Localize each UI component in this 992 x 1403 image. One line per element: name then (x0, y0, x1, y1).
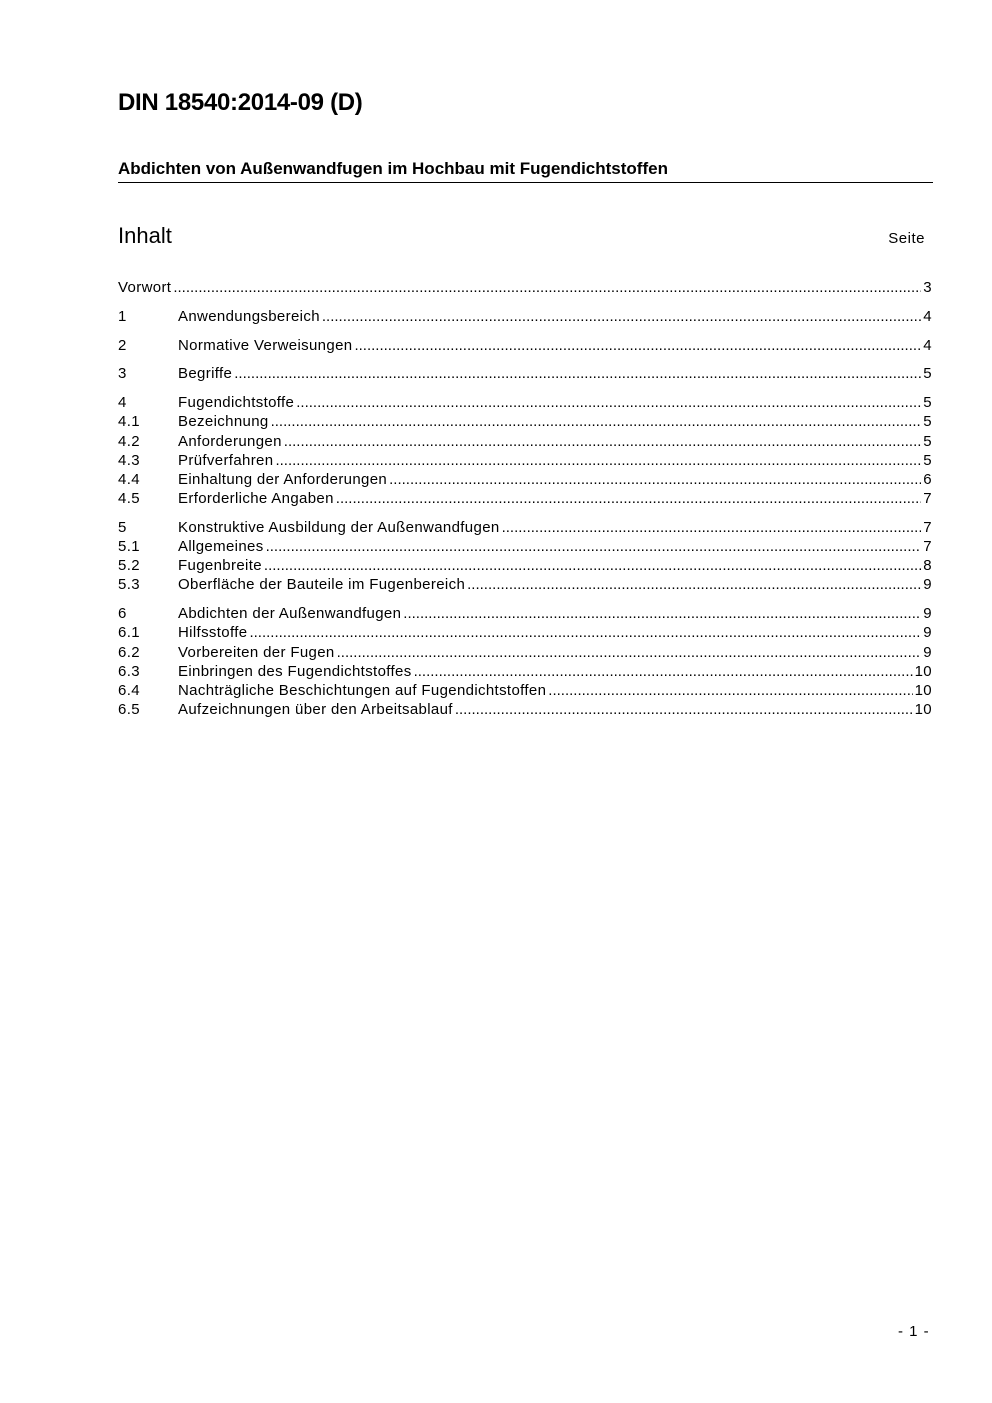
toc-leader-dots (389, 470, 921, 489)
toc-leader-dots (173, 278, 921, 297)
toc-entry-text: Nachträgliche Beschichtungen auf Fugendichtstoffen (178, 681, 547, 699)
toc-entry-number: 5.1 (118, 538, 140, 556)
toc-heading: Inhalt (118, 223, 172, 248)
toc-leader-dots (296, 393, 921, 412)
toc-leader-dots (234, 364, 921, 383)
toc-entry-page: 9 (923, 643, 932, 661)
toc-leader-dots (502, 518, 922, 537)
toc-entry-text: Abdichten der Außenwandfugen (178, 605, 402, 623)
toc-entry[interactable] (118, 470, 932, 489)
toc-leader-dots (403, 604, 921, 623)
toc-entry[interactable] (118, 537, 932, 556)
toc-entry-number: 6.5 (118, 701, 140, 719)
toc-entry-text: Prüfverfahren (178, 451, 274, 469)
toc-entry-page: 9 (923, 605, 932, 623)
toc-entry-page: 10 (914, 701, 932, 719)
toc-entry-text: Fugendichtstoffe (178, 394, 295, 412)
toc-entry-text: Vorwort (118, 279, 172, 296)
toc-entry-number: 4.4 (118, 470, 140, 488)
toc-entry-page: 9 (923, 624, 932, 642)
toc-entry[interactable] (118, 643, 932, 662)
table-of-contents (118, 278, 932, 719)
toc-entry-text: Bezeichnung (178, 413, 269, 431)
toc-entry-page: 7 (923, 490, 932, 508)
toc-entry[interactable] (118, 451, 932, 470)
toc-entry-text: Hilfsstoffe (178, 624, 248, 642)
toc-entry[interactable] (118, 662, 932, 681)
toc-leader-dots (354, 336, 921, 355)
toc-entry[interactable] (118, 393, 932, 412)
toc-entry-text: Anwendungsbereich (178, 307, 320, 325)
toc-entry-number: 5.2 (118, 557, 140, 575)
toc-entry-text: Konstruktive Ausbildung der Außenwandfugen (178, 518, 500, 536)
toc-leader-dots (337, 643, 922, 662)
document-title: DIN 18540:2014-09 (D) (118, 89, 363, 116)
toc-entry-text: Oberfläche der Bauteile im Fugenbereich (178, 576, 466, 594)
toc-entry-number: 2 (118, 336, 127, 354)
toc-entry-page: 10 (914, 662, 932, 680)
toc-entry-number: 4 (118, 394, 127, 412)
toc-entry[interactable] (118, 364, 932, 383)
toc-leader-dots (455, 700, 913, 719)
toc-leader-dots (266, 537, 922, 556)
toc-entry-page: 5 (923, 413, 932, 431)
toc-entry-number: 5.3 (118, 576, 140, 594)
toc-entry-number: 6.3 (118, 662, 140, 680)
toc-entry-number: 6 (118, 605, 127, 623)
toc-entry-text: Vorbereiten der Fugen (178, 643, 335, 661)
toc-entry-text: Fugenbreite (178, 557, 262, 575)
toc-leader-dots (249, 623, 921, 642)
toc-entry[interactable] (118, 278, 932, 297)
toc-entry[interactable] (118, 700, 932, 719)
toc-entry[interactable] (118, 604, 932, 623)
toc-entry-text: Normative Verweisungen (178, 336, 353, 354)
toc-leader-dots (548, 681, 912, 700)
toc-entry-text: Einhaltung der Anforderungen (178, 470, 388, 488)
toc-entry[interactable] (118, 556, 932, 575)
toc-entry-text: Allgemeines (178, 538, 264, 556)
toc-entry-text: Anforderungen (178, 432, 282, 450)
toc-page-column-label: Seite (888, 230, 925, 247)
toc-entry-number: 4.5 (118, 490, 140, 508)
toc-entry[interactable] (118, 681, 932, 700)
toc-entry-number: 1 (118, 307, 127, 325)
toc-entry-text: Einbringen des Fugendichtstoffes (178, 662, 412, 680)
toc-entry[interactable] (118, 489, 932, 508)
toc-entry-page: 9 (923, 576, 932, 594)
toc-entry-page: 5 (923, 365, 932, 383)
toc-leader-dots (467, 575, 921, 594)
toc-entry-number: 6.4 (118, 681, 140, 699)
toc-entry-text: Begriffe (178, 365, 233, 383)
toc-entry-number: 5 (118, 518, 127, 536)
toc-entry-number: 3 (118, 365, 127, 383)
toc-leader-dots (271, 412, 922, 431)
toc-entry[interactable] (118, 432, 932, 451)
toc-entry-page: 3 (923, 279, 932, 296)
toc-entry-page: 8 (923, 557, 932, 575)
toc-entry-text: Erforderliche Angaben (178, 490, 334, 508)
page-number: - 1 - (898, 1323, 930, 1340)
toc-entry-text: Aufzeichnungen über den Arbeitsablauf (178, 701, 453, 719)
toc-entry-number: 6.2 (118, 643, 140, 661)
toc-entry-page: 6 (923, 470, 932, 488)
toc-entry-number: 4.2 (118, 432, 140, 450)
toc-leader-dots (284, 432, 922, 451)
toc-entry-page: 7 (923, 538, 932, 556)
toc-entry[interactable] (118, 518, 932, 537)
toc-entry[interactable] (118, 336, 932, 355)
toc-entry-number: 4.1 (118, 413, 140, 431)
toc-entry-page: 5 (923, 451, 932, 469)
toc-leader-dots (414, 662, 913, 681)
toc-entry-page: 4 (923, 307, 932, 325)
toc-entry-page: 10 (914, 681, 932, 699)
toc-entry-page: 5 (923, 432, 932, 450)
toc-entry[interactable] (118, 575, 932, 594)
toc-entry[interactable] (118, 412, 932, 431)
toc-leader-dots (264, 556, 921, 575)
document-subtitle: Abdichten von Außenwandfugen im Hochbau mit Fugendichtstoffen (118, 159, 933, 183)
toc-entry-page: 5 (923, 394, 932, 412)
toc-entry-number: 6.1 (118, 624, 140, 642)
toc-entry-page: 7 (923, 518, 932, 536)
toc-entry[interactable] (118, 623, 932, 642)
toc-entry-number: 4.3 (118, 451, 140, 469)
toc-leader-dots (336, 489, 922, 508)
toc-entry-page: 4 (923, 336, 932, 354)
toc-leader-dots (322, 307, 921, 326)
toc-leader-dots (275, 451, 921, 470)
toc-entry[interactable] (118, 307, 932, 326)
